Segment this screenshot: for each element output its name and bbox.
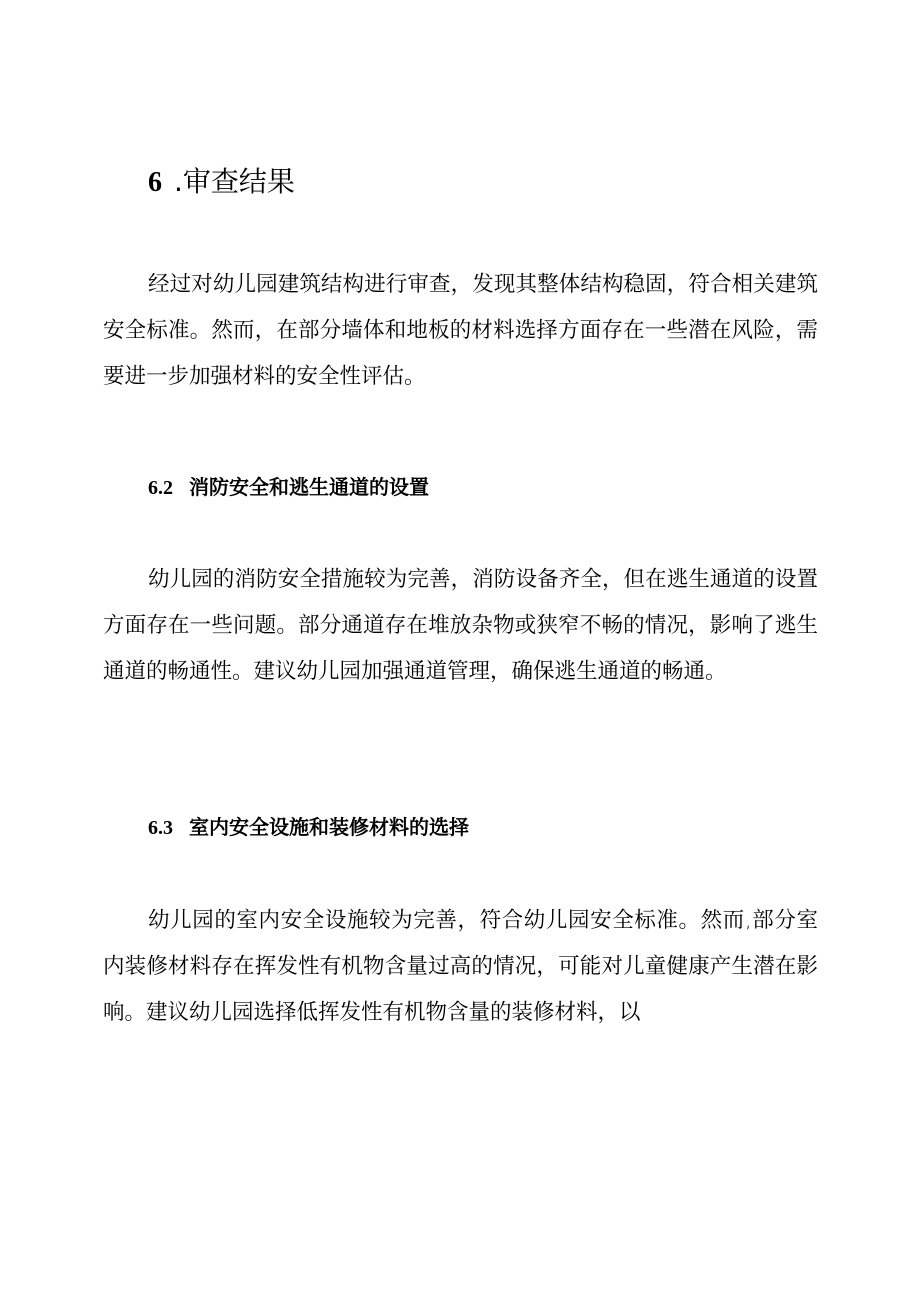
paragraph-fire-safety: 幼儿园的消防安全措施较为完善，消防设备齐全，但在逃生通道的设置方面存在一些问题。部分通道存在堆放杂物或狭窄不畅的情况，影响了逃生通道的畅通性。建议幼儿园加强通道管理，确保逃生通道的畅通。 bbox=[103, 567, 818, 684]
paragraph-indoor-safety: 幼儿园的室内安全设施较为完善，符合幼儿园安全标准。然而,部分室内装修材料存在挥发性有机物含量过高的情况，可能对儿童健康产生潜在影响。建议幼儿园选择低挥发性有机物含量的装修材料，以 bbox=[103, 908, 818, 1025]
section-6-3-heading bbox=[148, 812, 469, 843]
paragraph-structure-review: 经过对幼儿园建筑结构进行审查，发现其整体结构稳固，符合相关建筑安全标准。然而，在部分墙体和地板的材料选择方面存在一些潜在风险，需要进一步加强材料的安全性评估。 bbox=[103, 272, 818, 389]
section-6-number: 6 bbox=[148, 167, 162, 198]
section-6-title: .审查结果 bbox=[174, 165, 295, 198]
section-6-2-title: 消防安全和逃生通道的设置 bbox=[189, 475, 429, 499]
section-6-2-number: 6.2 bbox=[148, 477, 173, 499]
section-6-heading bbox=[148, 160, 295, 205]
section-6-3-title: 室内安全设施和装修材料的选择 bbox=[189, 815, 469, 839]
section-6-2-heading bbox=[148, 472, 429, 503]
section-6-3-number: 6.3 bbox=[148, 817, 173, 839]
